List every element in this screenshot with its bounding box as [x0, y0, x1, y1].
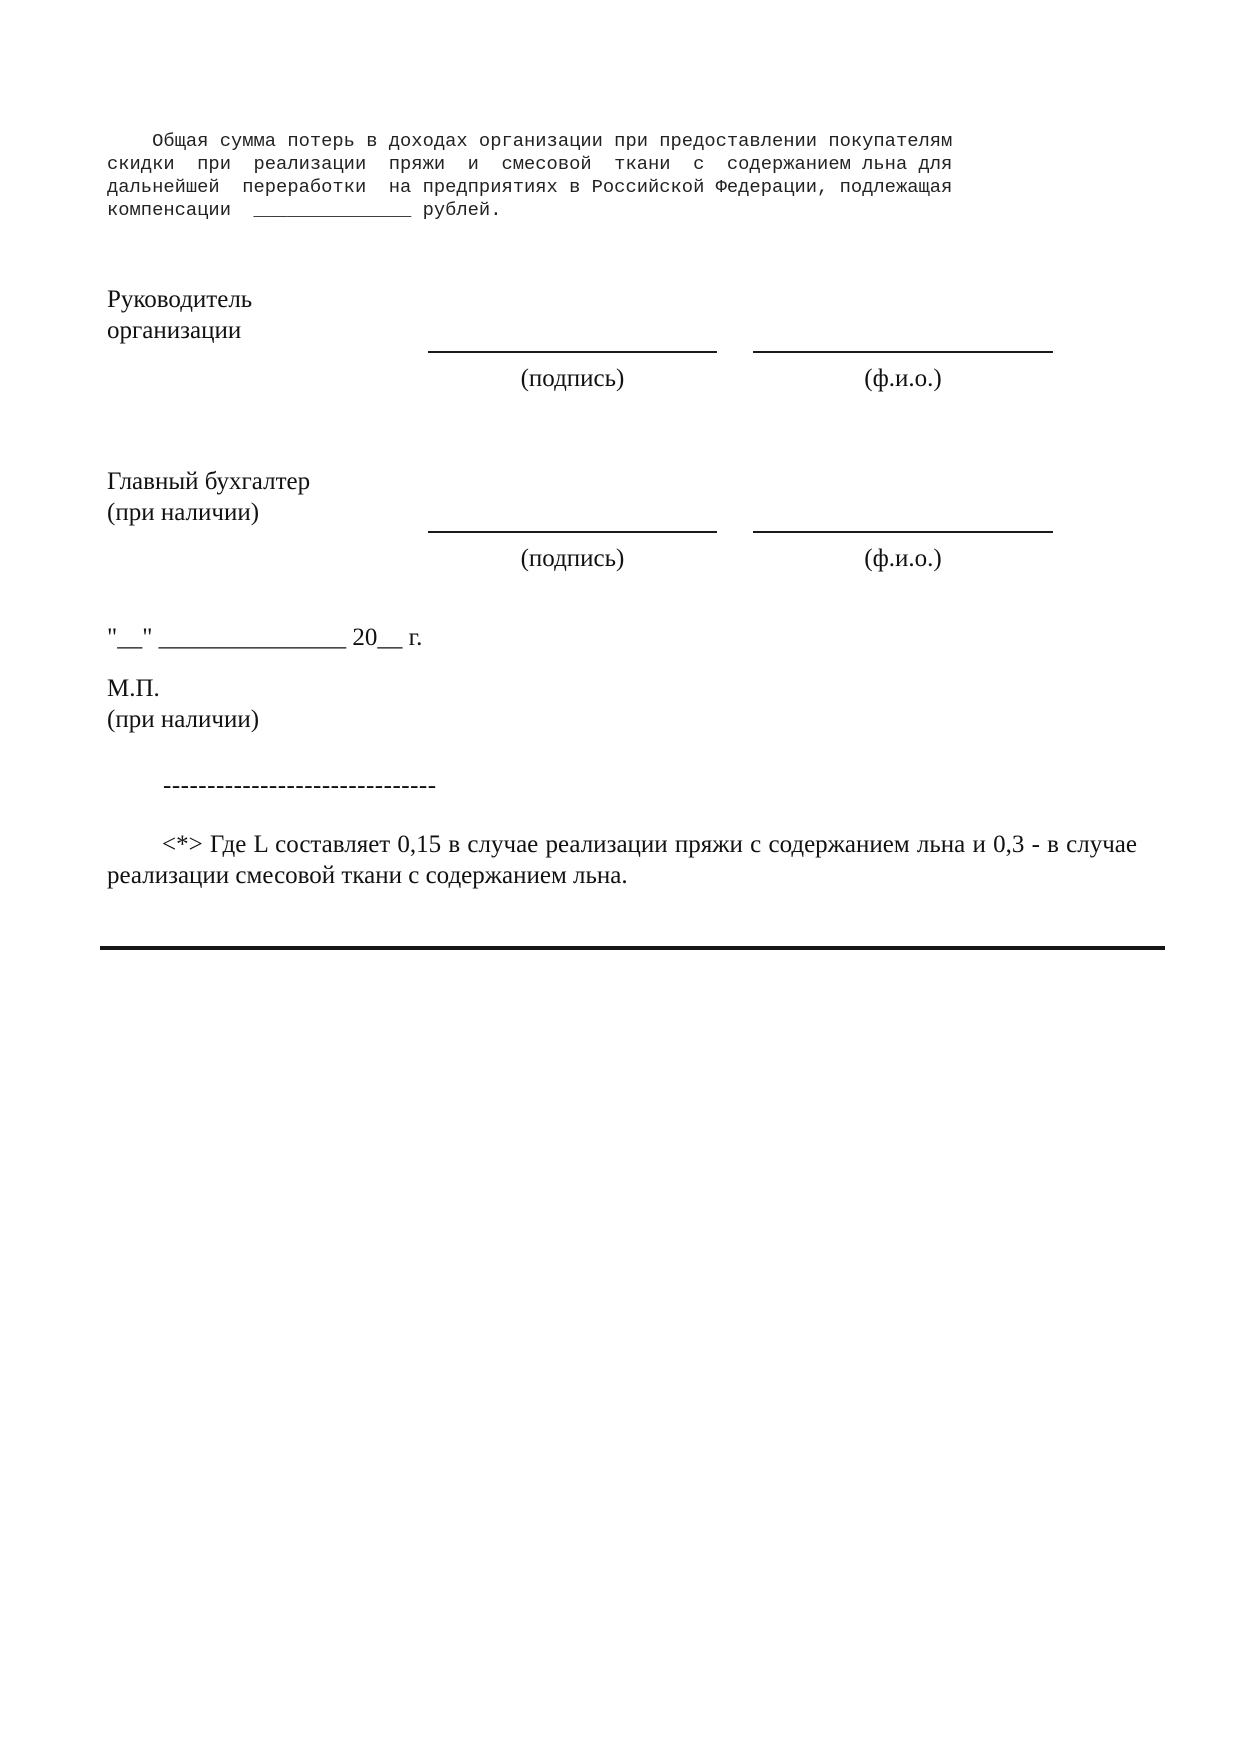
paragraph-line: дальнейшей переработки на предприятиях в Российской Федерации, подлежащая	[107, 176, 953, 198]
paragraph-line: Общая сумма потерь в доходах организации при предоставлении покупателям	[107, 130, 953, 152]
footnote	[107, 829, 1137, 891]
accountant-signature-caption: (подпись)	[520, 545, 625, 572]
accountant-fio-line	[753, 531, 1053, 533]
bottom-rule	[100, 946, 1165, 950]
director-label	[107, 284, 252, 346]
accountant-label	[107, 466, 310, 528]
stamp-block	[107, 673, 259, 735]
date-line: "__" _______________ 20__ г.	[107, 624, 423, 651]
director-fio-line	[753, 351, 1053, 353]
director-label-line2: организации	[107, 317, 242, 344]
director-label-line1: Руководитель	[107, 286, 253, 313]
director-fio-caption: (ф.и.о.)	[864, 365, 942, 392]
director-signature-line	[428, 351, 717, 353]
stamp-mark: М.П.	[107, 675, 160, 702]
footnote-separator: -------------------------------	[163, 772, 437, 799]
accountant-label-line2: (при наличии)	[107, 499, 260, 526]
footnote-line2: реализации смесовой ткани с содержанием льна.	[107, 862, 628, 889]
paragraph-line: компенсации ______________ рублей.	[107, 199, 502, 221]
paragraph-line: скидки при реализации пряжи и смесовой ткани с содержанием льна для	[107, 153, 953, 175]
director-signature-caption: (подпись)	[520, 365, 625, 392]
stamp-note: (при наличии)	[107, 706, 260, 733]
intro-paragraph	[107, 130, 952, 222]
accountant-label-line1: Главный бухгалтер	[107, 468, 311, 495]
accountant-fio-caption: (ф.и.о.)	[864, 545, 942, 572]
footnote-line1: <*> Где L составляет 0,15 в случае реализации пряжи с содержанием льна и 0,3 - в случае	[162, 831, 1137, 858]
accountant-signature-line	[428, 531, 717, 533]
